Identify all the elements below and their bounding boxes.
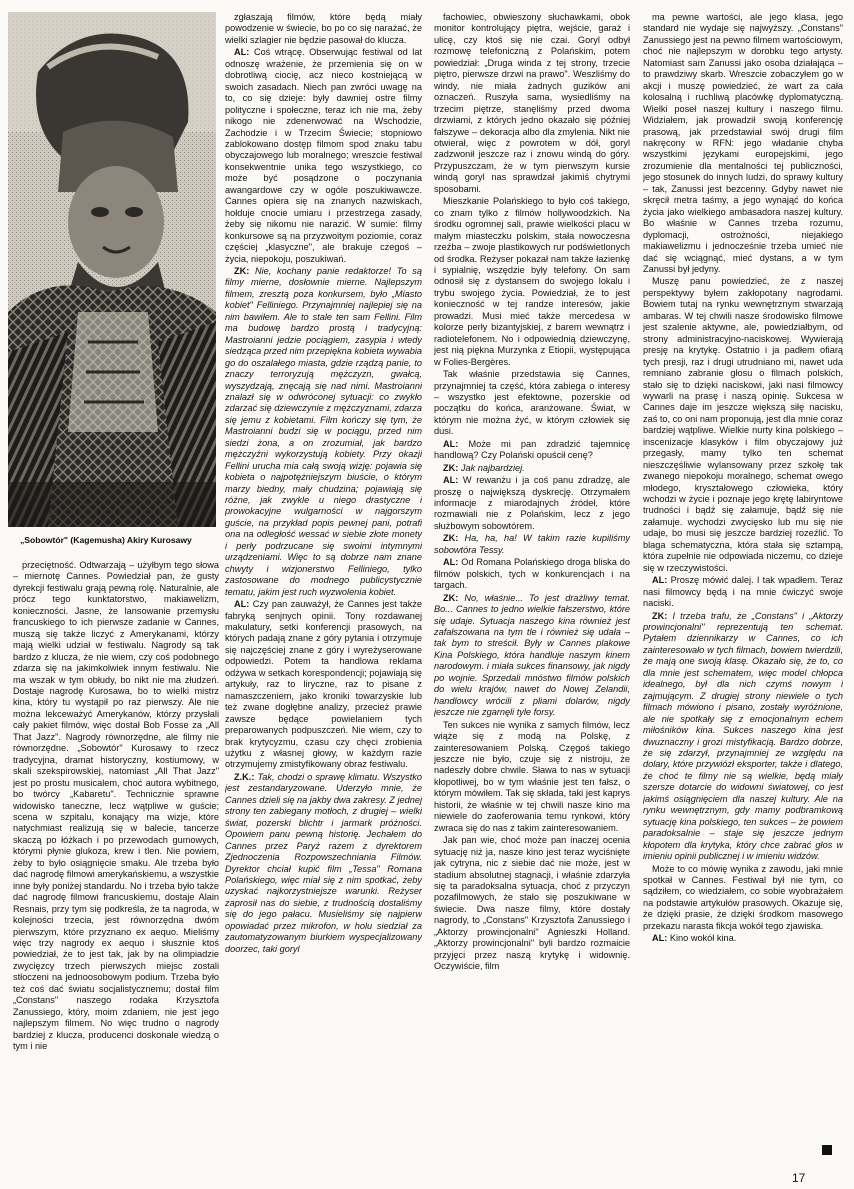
speaker-label: AL: [652,933,668,944]
paragraph-text: Jak najbardziej. [460,462,525,473]
page-number: 17 [792,1171,806,1185]
paragraph-text: Ten sukces nie wynika z samych filmów, lecz wiąże się z modą na Polskę, z zainteresowaniem Polską. Częgoś takiego jeszcze nie było, czuje się z nistroju, że nadeszły dobre chwile. Sława to nas w sytuacji kłopotliwej, bo w tym właśnie jest ten fałsz, o którym mówiłem. Tak się składa, taki jest kaprys historii, że właśnie w tej chwili nasze kino ma niewiele do zaoferowania temu rynkowi, który zwraca się do nas z takim zainteresowaniem. [434,719,630,833]
paragraph [434,593,630,719]
paragraph-text: ma pewne wartości, ale jego klasa, jego standard nie wydaje się najwyższy. „Constans" Zanussiego jest na pewno filmem wartościowym, choć nie najlepszym w dorobku tego artysty. Natomiast sam Zanussi jako osoba działająca – to prawdziwy skarb. Wreszcie zobaczyłem go w akcji i muszę powiedzieć, że wart za cała kolosalną i ruchliwą placówkę dyplomatyczną. Wielki poseł naszej kultury i naszego filmu. Widziałem, jak prowadził swoją konferencję prasową, jak przedstawiał swój drugi film nakręcony w RFN: jego władanie chyba wszystkimi językami europejskimi, jego zrozumienie dla mentalności tej publiczności, jego stosunek do innych ludzi, do sprawy kultury – tak, Zanussi jest bezcenny. Gdyby nawet nie skręcił metra taśmy, a jego wynająć do końca życia jako wielkiego ambasadora naszej kultury. Bo właśnie w Cannes trzeba rozumu, dyplomacji, ostrożności, niejakiego makiawelizmu i jednocześnie trzeba umieć nie dać się wciągnąć, mieć dystans, a w tym Zanussi był jedyny. [643,12,843,274]
paragraph-text: Tak właśnie przedstawia się Cannes, przynajmniej ta część, która zabiega o interesy – wszystko jest efektowne, pozerskie od początku do końca, aranżowane. Świat, w którym nie można żyć, w którym człowiek się dusi. [434,369,630,437]
paragraph [225,12,422,46]
speaker-label: AL: [443,557,459,568]
paragraph [434,475,630,532]
speaker-label: AL: [443,438,459,449]
paragraph-text: zgłaszają filmów, które będą miały powodzenie w świecie, bo po co się narażać, że wielki szlagier nie będzie pasował do klucza. [225,12,422,45]
paragraph [13,560,219,1052]
photo-caption: „Sobowtór" (Kagemusha) Akiry Kurosawy [20,535,192,545]
paragraph [643,12,843,275]
paragraph [225,266,422,598]
speaker-label: Z.K.: [234,771,255,782]
speaker-label: ZK: [234,265,250,276]
paragraph [434,12,630,195]
paragraph [434,720,630,835]
paragraph [434,196,630,368]
paragraph-text: Kino wokół kina. [669,933,737,944]
paragraph-text: Proszę mówić dalej. I tak wpadłem. Teraz nasi filmowcy będą i na mnie ćwiczyć swoje naciski. [643,575,843,609]
paragraph-text: Ha, ha, ha! W takim razie kupiliśmy sobowtóra Tessy. [434,533,630,555]
paragraph [643,276,843,574]
paragraph [225,47,422,265]
paragraph-text: I trzeba trafu, że „Constans" i „Aktorzy prowincjonalni" reprezentują ten schemat. Pytałem dziennikarzy w Cannes, co ich zainteresowało w tych filmach, bowiem twierdzili, że mają one swoją klasę. Okazało się, że to, co dla mnie jest schematem, więc model chłopca idealnego, był dla nich czymś nowym i zajmującym. Z drugiej strony niewiele o tych filmach mówiono i pisano, zostały wyróżnione, ale nie spotkały się z emocjonalnym echem miłośników kina. Sukces naszego kina jest dwuznaczny i grozi mistyfikacją. Bardzo dobrze, że się zdarzył, przynajmniej ze względu na dolary, które przywiózł eksporter, także i dlatego, że choć te filmy nie są wielkie, będą miały szersze dotarcie do widowni światowej, co jest jakimś osiągnięciem dla naszej kultury. Ale na rynku wewnętrznym, gdy mamy podbramkową sytuację kina polskiego, ten sukces – że powiem paradoksalnie – staje się jeszcze jednym kłopotem dla krytyka, który chce zabrać głos w imieniu opinii publicznej i w imieniu widzów. [643,610,843,862]
paragraph-text: przeciętność. Odtwarzają – użyłbym tego słowa – miernotę Cannes. Powiedział pan, że gusty dyrekcji festiwalu grają pewną rolę. Naturalnie, ale prócz tego kunktatorstwo, makiawelizm, konieczności. Jasne, że lansowanie przemysłu francuskiego to ich pierwsze zadanie w Cannes, muszą się także liczyć z Amerykanami, którzy mają wielki udział w festiwalu. Nagrody są tak bardzo z klucza, że nie wiem, czy coś podobnego zdarza się na jakimkolwiek innym festiwalu. Nie ma wszak w tym obłudy, bo nikt nie ma złudzeń. Dostaje nagrodę Kurosawa, bo to wielki mistrz kina, który tu wystąpił po raz pierwszy. Ale nie można lekceważyć Amerykanów, którzy przysłali cały pakiet filmów, więc dostał Bob Fosse za „All That Jazz". Nagrody równorzędne, ale filmy nie równorzędne. „Sobowtór" Kurosawy to rzecz tradycyjna, dramat historyczny, kostiumowy, w skali szekspirowskiej, natomiast „All That Jazz" jest po prostu musicalem, choć autora wybitnego, bo twórcy „Kabaretu". Technicznie sprawne widowisko taneczne, lecz wątpliwe w guście; scena w szpitalu, konający ma wizje, które natychmiast realizują się w balecie, tancerze skaczą po łóżkach i po przewodach gumowych, którymi płynie glukoza, krew i tlen. Nie powiem, żeby to było osiągnięcie smaku. Ale trzeba było dać nagrodę filmowi amerykańskiemu, a wszystkie inne były poniżej standardu. No i trzeba było także dać nagrodę filmowi francuskiemu, dostaje Alain Resnais, przy tym się podkreśla, że ta nagroda, w kolejności trzecia, jest równorzędna dwóm pierwszym, które przyznano ex aequo. Mieliśmy więc trzy nagrody ex aequo i słusznie ktoś powiedział, że to jest tak, jak by na olimpiadzie zwycięzcy trzech pierwszych miejsc zostali stłoczeni na jednoosobowym podium. Trzeba było też coś dać światu socjalistycznemu; dostał film „Constans" naszego rodaka Krzysztofa Zanussiego, który, moim zdaniem, nie jest jego najlepszym filmem. No więc trudno o nagrody bardziej z klucza, producenci doskonale wiedzą o tym i nie [13,560,219,1052]
speaker-label: AL: [234,599,250,610]
paragraph [643,575,843,609]
paragraph-text: Od Romana Polańskiego droga bliska do filmów polskich, tych w konkurencjach i na targach. [434,557,630,591]
text-column-2 [434,12,630,1162]
end-of-article-mark [822,1145,832,1155]
text-column-1-top [225,12,422,1162]
speaker-label: ZK: [652,610,668,621]
paragraph [643,864,843,933]
speaker-label: ZK: [443,462,459,473]
paragraph-text: Może mi pan zdradzić tajemnicę handlową? Czy Polański opuścił cenę? [434,438,630,461]
paragraph-text: Muszę panu powiedzieć, że z naszej perspektywy byłem zakłopotany nagrodami. Bowiem tutaj na rynku wewnętrznym stwarzają ambaras. W tej chwili nasze środowisko filmowe jest szalenie aktywne, ale, powiedziałbym, od strony administracyjno-naciskowej. Wywierają presję na krytykę. Ostatnio i ja padłem ofiarą tych presji, raz i drugi utrudniano mi, nawet uda remniano zabranie głosu o filmach polskich, stało się to dzięki naciskowi, jaki nasi filmowcy wywarli na prasę i naszą opinię. Sukcesa w Cannes daje im jeszcze większą siłę nacisku, zaś to, co oni nam proponują, jest dla mnie coraz bardziej wątpliwe. Wielkie nurty kina polskiego – inscenizacje klasyków i film obyczajowy już przegasły, mamy tylko ten schemat nieszczęśliwie wylansowany przez szkołę tak zwanego niepokoju moralnego, schemat owego młodego, kryształowego człowieka, który wchodzi w życie i poznaje jego krętę labiryntowe trudności i bądź się załamuje, bądź się nie załamuje. wychodzi zwycięsko lub mu się nie udaje, bo musi się jeszcze bardziej rozeźlić. To blaga schematyczna, która stała się sztampą, która zupełnie nie odpowiada niczemu, co dzieje się w rzeczywistości. [643,276,843,573]
paragraph-text: Nie, kochany panie redaktorze! To są filmy mierne, dosłownie mierne. Najlepszym filmem, zresztą poza konkursem, było „Miasto kobiet" Felliniego. Przynajmniej najlepiej się na nim bawiłem. Ale to stale ten sam Fellini. Film ma budowę bardzo prostą i tradycyjną: Mastroianni jedzie pociągiem, zasypia i wtedy siedząca przed nim przepiękna kobieta wywabia go do oszalałego miasta, gdzie rządzą panie, to znaczy terroryzują mężczyzn, gwałcą, wyszydzają, znęcają się nad nimi. Mastroianni znalazł się w odwróconej sytuacji: co zwykło zdarzać się dziewczynie z mężczyznami, zdarza się jemu z kobietami. Film kończy się tym, że Mastroianni budzi się w pociągu, przed nim siedzi żona, a on zrozumiał, jak bardzo mężczyźni wykorzystują kobiety. Przy okazji Fellini urucha mia całą swoją wizję: pojawia się kobieta o najpotężniejszym biuście, o którym marzy biedny, mały chudzina; pojawiają się różne, jak zwykle u niego drastyczne i prowokacyjne wulgarności w najgorszym guście, na przykład popis pewnej pani, potrafi ona na odległość wessać w siebie złote monety i perły podrzucane się swoimi intymnymi urządzeniami. Więc to są dobrze nam znane chwyty i wizjonerstwo Felliniego, tylko zastosowane do modnego publicystycznie tematu, jakim jest ruch wyzwolenia kobiet. [225,265,422,597]
paragraph [643,611,843,863]
speaker-label: AL: [652,575,668,586]
paragraph [225,599,422,771]
film-still-photo [8,12,216,527]
paragraph [225,772,422,955]
paragraph [434,533,630,556]
samurai-figure-image [8,12,216,527]
text-column-3 [643,12,843,1137]
speaker-label: AL: [234,47,250,58]
paragraph [434,439,630,462]
paragraph-text: fachowiec, obwieszony słuchawkami, obok monitor kontrolujący piętra, wejście, garaż i ulicę, czy ktoś się nie czai. Goryl odbył rozmowę telefoniczną z Polańskim, potem powiedział: „Druga winda z tej strony, trzecie piętro, pierwsze drzwi na prawo". Weszliśmy do windy, nie miała żadnych guzików ani oznaczeń. Ruszyła sama, wysiedliśmy na trzecim piętrze, stanęliśmy przed dwoma drzwiami, z których jedno okazało się później fałszywe – dekoracja albo dla zmylenia. Nikt nie otwierał, więc z powrotem w dół, goryl zadzwonił jeszcze raz i znowu windą do góry. Przypuszczam, że w tym pierwszym kursie windą goryl nas sprawdzał jakimiś chytrymi sposobami. [434,12,630,194]
speaker-label: ZK: [443,533,459,544]
text-column-1-bottom [13,560,219,1162]
paragraph [643,933,843,944]
paragraph [434,463,630,474]
paragraph-text: Tak, chodzi o sprawę klimatu. Wszystko jest zestandaryzowane. Uderzyło mnie, że Cannes dzieli się na jakby dwa zakresy. Z jednej strony ten zabiegany motłoch, z drugiej – wielki świat, pozerski blichtr i jarmark próżności. Opowiem panu pewną historię. Jechałem do Cannes przez Paryż razem z dyrektorem Zjednoczenia Rozpowszechniania Filmów. Dyrektor chciał kupić film „Tessa" Romana Polańskiego, więc miał się z nim spotkać, żeby uzyskać najkorzystniejsze warunki. Reżyser zaprosił nas do siebie, z trudnością dostaliśmy się do jego pałacu. Musieliśmy się najpierw opowiadać przez mikrofon, w holu siedział za zautomatyzowanym biurkiem wyspecjalizowany doorzec, taki goryl [225,771,422,954]
paragraph-text: Mieszkanie Polańskiego to było coś takiego, co znam tylko z filmów hollywoodzkich. Na środku ogromnej sali, prawie wielkości placu w małym miasteczku polskim, stała nowoczesna rzeźba – zwoje plastikowych rur podświetlonych od środka. Reżyser pokazał nam także łazienkę i sypialnię, wszędzie były telefony. On sam odnosił się z dystansem do swojego lokalu i trybu swojego życia. Powiedział, że to jest konieczność w tej randze interesów, jakie prowadzi. Musi mieć także mercedesa w kolorze perły bizantyjskiej, z barem wewnątrz i radiotelefonem. No i odpowiednią dziewczynę, jest nią piękna Murzynka z Etiopii, występująca w Folies-Bergères. [434,196,630,367]
speaker-label: ZK: [443,592,459,603]
paragraph [434,557,630,591]
paragraph-text: No, właśnie... To jest drażliwy temat. Bo... Cannes to jedno wielkie fałszerstwo, które się udaje. Sytuacja naszego kina również jest zafałszowana na tym tle i również się udała – tak bym to streścił. Były w Cannes plakowe Kina Polskiego, która handluje naszym kinem narodowym. i miała sukces finansowy, jak nigdy po wojnie. Sprzedali mnóstwo filmów polskich do wielu krajów, nawet do Nowej Zelandii, handlowcy wrócili z pliami dolarów, nigdy jeszcze nie zgarnęli tyle forsy. [434,592,630,718]
paragraph-text: Czy pan zauważył, że Cannes jest także fabryką senjnych opinii. Tony rozdawanej makulatury, setki konferencji prasowych, na których padają znane z góry pytania i otrzymuje się najczęściej znane z góry i wyreżyserowane odpowiedzi. Potem ta handlowa reklama odżywa w setkach korespondencji; pojawiają się artykuły, raz to liryczne, raz to pisane z namaszczeniem, jako kroniki towarzyskie lub też zwane dogłębne analizy, przecież prawie zawsze będące powielaniem tych preparowanych podpuszczeń. Nie wiem, czy to brak krytycyzmu, czasu czy chęci zrobienia użytku z własnej głowy, w każdym razie otrzymujemy zmistyfikowany obraz festiwalu. [225,599,422,770]
paragraph [434,369,630,438]
paragraph-text: Jak pan wie, choć może pan inaczej ocenia sytuację niż ja, nasze kino jest teraz wyciśnięte jak cytryna, nic z siebie dać nie może, jest w stadium absolutnej stagnacji, i właśnie zdarzyła się ta paradoksalna sytuacja, choć z przyczyn pozafilmowych, że stało się poszukiwane w świecie. Dwa nasze filmy, które dostały nagrody, to „Constans" Krzysztofa Zanussiego i „Aktorzy prowincjonalni" Agnieszki Holland. „Aktorzy prowincjonalni" byli bardzo rozmaicie przyjęci przez naszą krytykę i widownię. Oczywiście, film [434,835,630,972]
paragraph-text: W rewanżu i ja coś panu zdradzę, ale proszę o największą dyskrecję. Otrzymałem informacje z miarodajnych źródeł, które rozmawiali nie z Polańskim, lecz z jego służbowym sobowtórem. [434,475,630,531]
speaker-label: AL: [443,475,459,486]
paragraph-text: Może to co mówię wynika z zawodu, jaki mnie spotkał w Cannes. Festiwal był nie tym, co sądziłem, co wiedziałem, co sobie wyobrażałem na podstawie artykułów prasowych. Okazuje się, że dzięki prasie, że dzięki środkom masowego przekazu narasta fikcja wokół tego zjawiska. [643,863,843,931]
paragraph [434,835,630,972]
paragraph-text: Coś wtrącę. Obserwując festiwal od lat odnoszę wrażenie, że przemienia się on w dobrotliwą ciocię, acz nieco kostniejącą w swoich zasadach. Niech pan zwróci uwagę na to, co się dzieje: były dawniej ostre filmy polityczne i społeczne, teraz ich nie ma, żeby nikogo nie zdenerwować na Wschodzie, Zachodzie i w Trzecim Świecie; stopniowo zablokowano dostęp filmom spod znaku tabu obyczajowego lub moralnego; wreszcie festiwal konsekwentnie unika tego wszystkiego, co może być posądzone o poczynania awangardowe czy w ogóle poszukiwawcze. Cannes opiera się na znanych nazwiskach, hołduje cnocie umiaru i przestrzega zasady, żeby się nikomu nie narazić. W sumie: filmy konkursowe są na przyzwoitym poziomie, coraz częściej „klasyczne", ale brakuje czegoś – życia, niepokoju, poszukiwań. [225,47,422,264]
